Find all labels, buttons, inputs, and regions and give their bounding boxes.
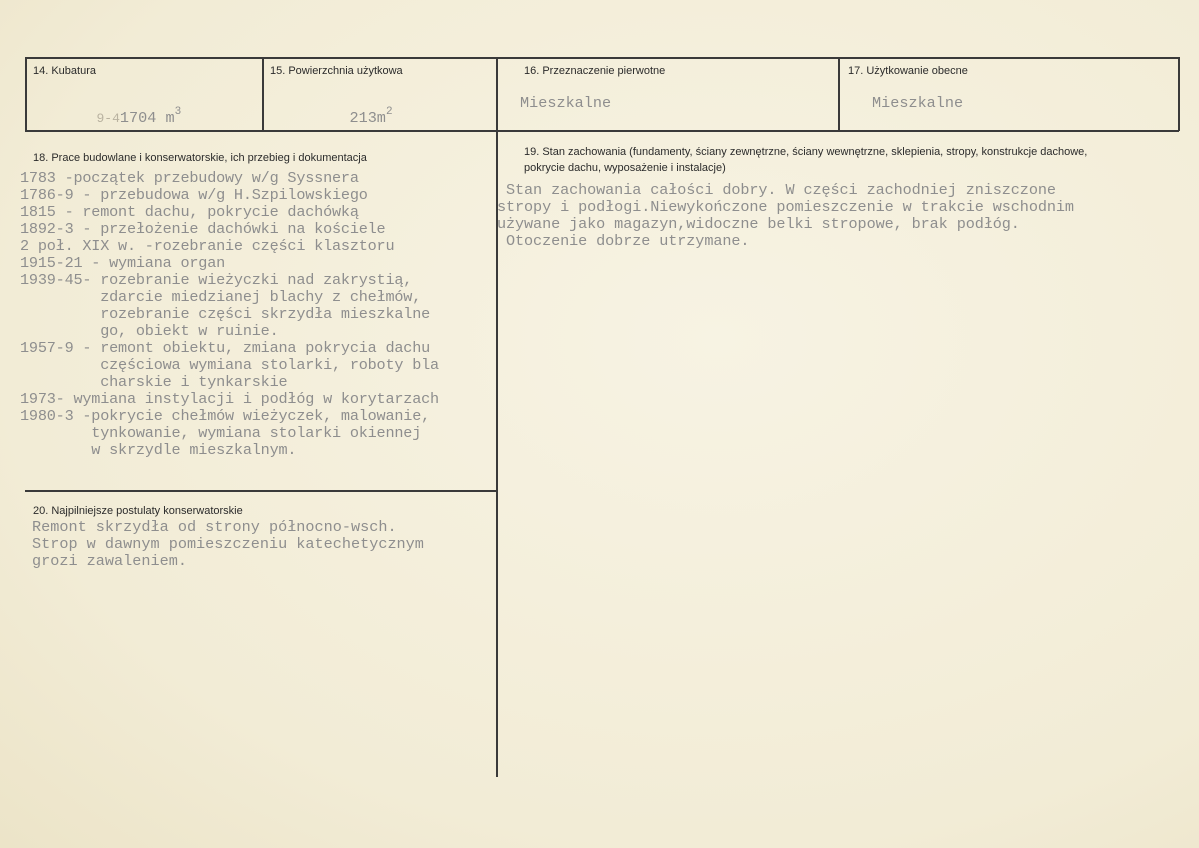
row1-bottom-line — [25, 130, 1179, 132]
stan-label: 19. Stan zachowania (fundamenty, ściany zewnętrzne, ściany wewnętrzne, sklepienia, stropy, konstrukcje dachowe, pokrycie dachu, wyposażenie i instalacje) — [524, 146, 1088, 174]
uzytkowanie-label: 17. Użytkowanie obecne — [848, 65, 968, 77]
col-divider-3 — [838, 57, 840, 131]
prace-bottom-line — [25, 490, 497, 492]
prace-line: 1973- wymiana instylacji i podłóg w korytarzach — [20, 390, 439, 408]
top-border-line — [25, 57, 1179, 59]
stan-text — [497, 182, 1074, 250]
prace-line: zdarcie miedzianej blachy z chełmów, — [20, 288, 422, 306]
uzytkowanie-value: Mieszkalne — [872, 94, 964, 112]
powierzchnia-number: 213m — [349, 109, 386, 127]
kubatura-unit-sup: 3 — [174, 106, 182, 118]
powierzchnia-value — [313, 93, 393, 146]
stan-line: używane jako magazyn,widoczne belki stropowe, brak podłóg. — [497, 215, 1020, 233]
postulaty-label: 20. Najpilniejsze postulaty konserwatorskie — [33, 505, 243, 517]
prace-label: 18. Prace budowlane i konserwatorskie, ich przebieg i dokumentacja — [33, 152, 367, 164]
prace-line: 1815 - remont dachu, pokrycie dachówką — [20, 203, 359, 221]
prace-line: tynkowanie, wymiana stolarki okiennej — [20, 424, 422, 442]
col-divider-2 — [496, 57, 498, 777]
prace-line: 1892-3 - przełożenie dachówki na kościele — [20, 220, 386, 238]
prace-text — [20, 170, 439, 459]
prace-line: rozebranie części skrzydła mieszkalne — [20, 305, 431, 323]
col-divider-1 — [262, 57, 264, 131]
kubatura-number: 1704 — [119, 109, 157, 127]
kubatura-value — [60, 93, 181, 146]
prace-line: 1980-3 -pokrycie chełmów wieżyczek, malowanie, — [20, 407, 431, 425]
prace-line: 2 poł. XIX w. -rozebranie części klasztoru — [20, 237, 395, 255]
postulaty-line: Strop w dawnym pomieszczeniu katechetycznym — [32, 535, 424, 553]
stan-line: Otoczenie dobrze utrzymane. — [497, 232, 750, 250]
prace-line: częściowa wymiana stolarki, roboty bla — [20, 356, 439, 374]
kubatura-unit: m — [165, 109, 175, 127]
powierzchnia-label: 15. Powierzchnia użytkowa — [270, 65, 403, 77]
przeznaczenie-label: 16. Przeznaczenie pierwotne — [524, 65, 666, 77]
prace-line: 1939-45- rozebranie wieżyczki nad zakrystią, — [20, 271, 413, 289]
prace-line: charskie i tynkarskie — [20, 373, 288, 391]
postulaty-line: Remont skrzydła od strony północno-wsch. — [32, 518, 397, 536]
prace-line: 1957-9 - remont obiektu, zmiana pokrycia dachu — [20, 339, 431, 357]
prace-line: go, obiekt w ruinie. — [20, 322, 279, 340]
left-border-line — [25, 57, 27, 131]
postulaty-text — [32, 519, 424, 570]
powierzchnia-sup: 2 — [385, 106, 393, 118]
kubatura-faint-prefix: 9-4 — [96, 111, 120, 126]
prace-line: w skrzydle mieszkalnym. — [20, 441, 297, 459]
right-border-line — [1178, 57, 1180, 131]
przeznaczenie-value: Mieszkalne — [520, 94, 612, 112]
stan-line: stropy i podłogi.Niewykończone pomieszczenie w trakcie wschodnim — [497, 198, 1074, 216]
postulaty-line: grozi zawaleniem. — [32, 552, 187, 570]
prace-line: 1786-9 - przebudowa w/g H.Szpilowskiego — [20, 186, 368, 204]
prace-line: 1915-21 - wymiana organ — [20, 254, 226, 272]
kubatura-label: 14. Kubatura — [33, 65, 96, 77]
stan-line: Stan zachowania całości dobry. W części zachodniej zniszczone — [497, 181, 1056, 199]
prace-line: 1783 -początek przebudowy w/g Syssnera — [20, 169, 359, 187]
